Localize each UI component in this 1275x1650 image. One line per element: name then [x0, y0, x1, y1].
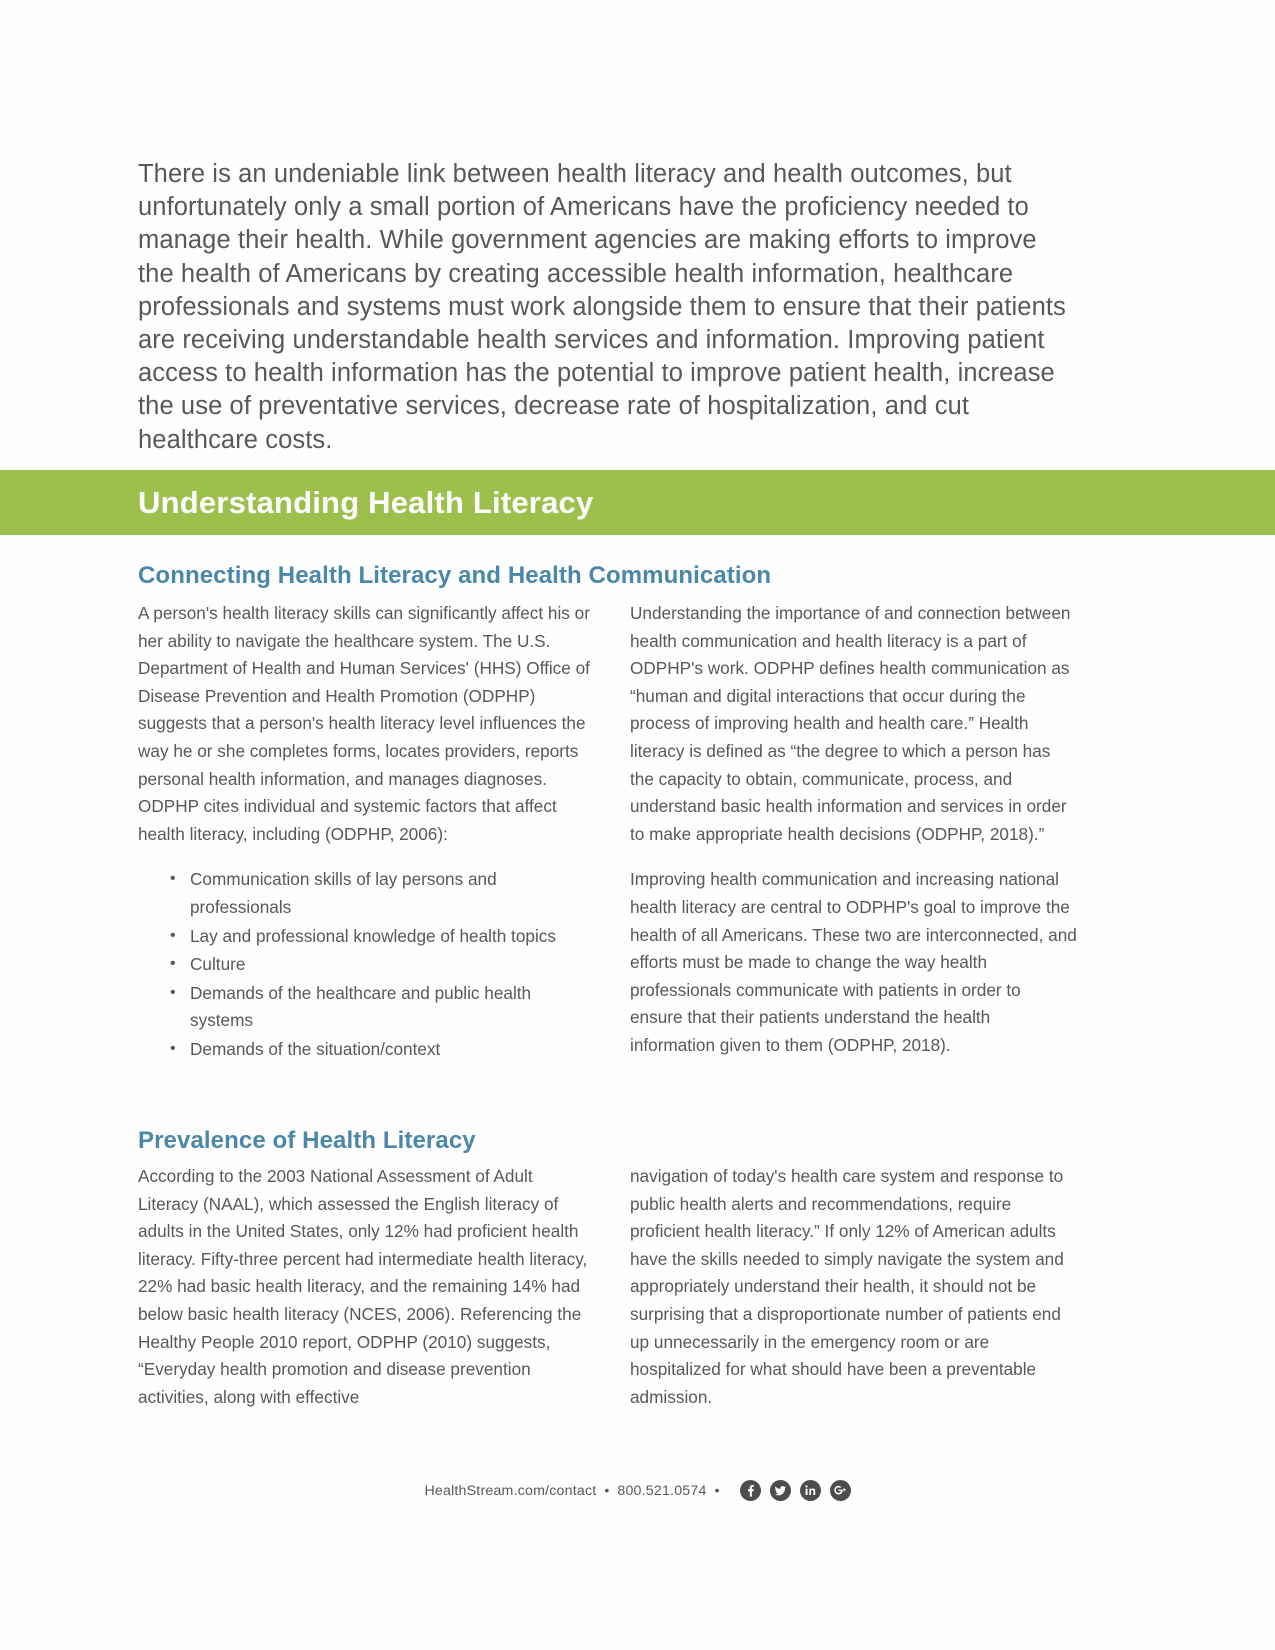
section-1-right-column [630, 600, 1077, 1060]
list-item: • Demands of the situation/context [168, 1036, 590, 1064]
linkedin-icon[interactable] [800, 1480, 821, 1501]
list-item: • Lay and professional knowledge of health topics [168, 923, 590, 951]
footer-website-link[interactable]: HealthStream.com/contact [424, 1482, 597, 1499]
social-links [740, 1480, 851, 1501]
footer-separator-1: • [604, 1482, 610, 1499]
intro-paragraph: There is an undeniable link between health literacy and health outcomes, but unfortunately only a small portion of Americans have the proficiency needed to manage their health. While government agencies are making efforts to improve the health of Americans by creating accessible health information, healthcare professionals and systems must work alongside them to ensure that their patients are receiving understandable health services and information. Improving patient access to health information has the potential to improve patient health, increase the use of preventative services, decrease rate of hospitalization, and cut healthcare costs. [138, 160, 1066, 454]
twitter-icon[interactable] [770, 1480, 791, 1501]
section-1-right-paragraph-2: Improving health communication and increasing national health literacy are central to ODPHP's goal to improve the health of all Americans. These two are interconnected, and efforts must be made to change the way health professionals communicate with patients in order to ensure that their patients understand the health information given to them (ODPHP, 2018). [630, 869, 1077, 1055]
section-heading-prevalence-of-health-literacy: Prevalence of Health Literacy [138, 1127, 476, 1154]
list-item: • Demands of the healthcare and public health systems [168, 980, 590, 1035]
section-2-left-paragraph: According to the 2003 National Assessment of Adult Literacy (NAAL), which assessed the English literacy of adults in the United States, only 12% had proficient health literacy. Fifty-three percent had intermediate health literacy, 22% had basic health literacy, and the remaining 14% had below basic health literacy (NCES, 2006). Referencing the Healthy People 2010 report, ODPHP (2010) suggests, “Everyday health promotion and disease prevention activities, along with effective [138, 1166, 588, 1407]
footer-separator-2: • [714, 1482, 720, 1499]
section-2-right-column [630, 1163, 1077, 1411]
facebook-icon[interactable] [740, 1480, 761, 1501]
page-footer [0, 1480, 1275, 1501]
health-literacy-factors-list [138, 866, 590, 1063]
section-1-left-column [138, 600, 590, 1065]
section-2-left-column [138, 1163, 590, 1411]
list-item: • Communication skills of lay persons and professionals [168, 866, 590, 921]
banner-title: Understanding Health Literacy [138, 485, 594, 520]
section-1-left-paragraph: A person's health literacy skills can significantly affect his or her ability to navigate the healthcare system. The U.S. Department of Health and Human Services' (HHS) Office of Disease Prevention and Health Promotion (ODPHP) suggests that a person's health literacy level influences the way he or she completes forms, locates providers, reports personal health information, and manages diagnoses. ODPHP cites individual and systemic factors that affect health literacy, including (ODPHP, 2006): [138, 603, 590, 844]
section-heading-connecting-health-literacy-and-health-communication: Connecting Health Literacy and Health Communication [138, 562, 772, 589]
footer-phone-number[interactable]: 800.521.0574 [617, 1482, 707, 1499]
section-1-right-paragraph-1: Understanding the importance of and connection between health communication and health literacy is a part of ODPHP's work. ODPHP defines health communication as “human and digital interactions that occur during the process of improving health and health care.” Health literacy is defined as “the degree to which a person has the capacity to obtain, communicate, process, and understand basic health information and services in order to make appropriate health decisions (ODPHP, 2018).” [630, 603, 1071, 844]
googleplus-icon[interactable] [830, 1480, 851, 1501]
list-item: • Culture [168, 951, 590, 979]
section-2-right-paragraph: navigation of today's health care system and response to public health alerts and recommendations, require proficient health literacy.” If only 12% of American adults have the skills needed to simply navigate the system and appropriately understand their health, it should not be surprising that a disproportionate number of patients end up unnecessarily in the emergency room or are hospitalized for what should have been a preventable admission. [630, 1166, 1064, 1407]
